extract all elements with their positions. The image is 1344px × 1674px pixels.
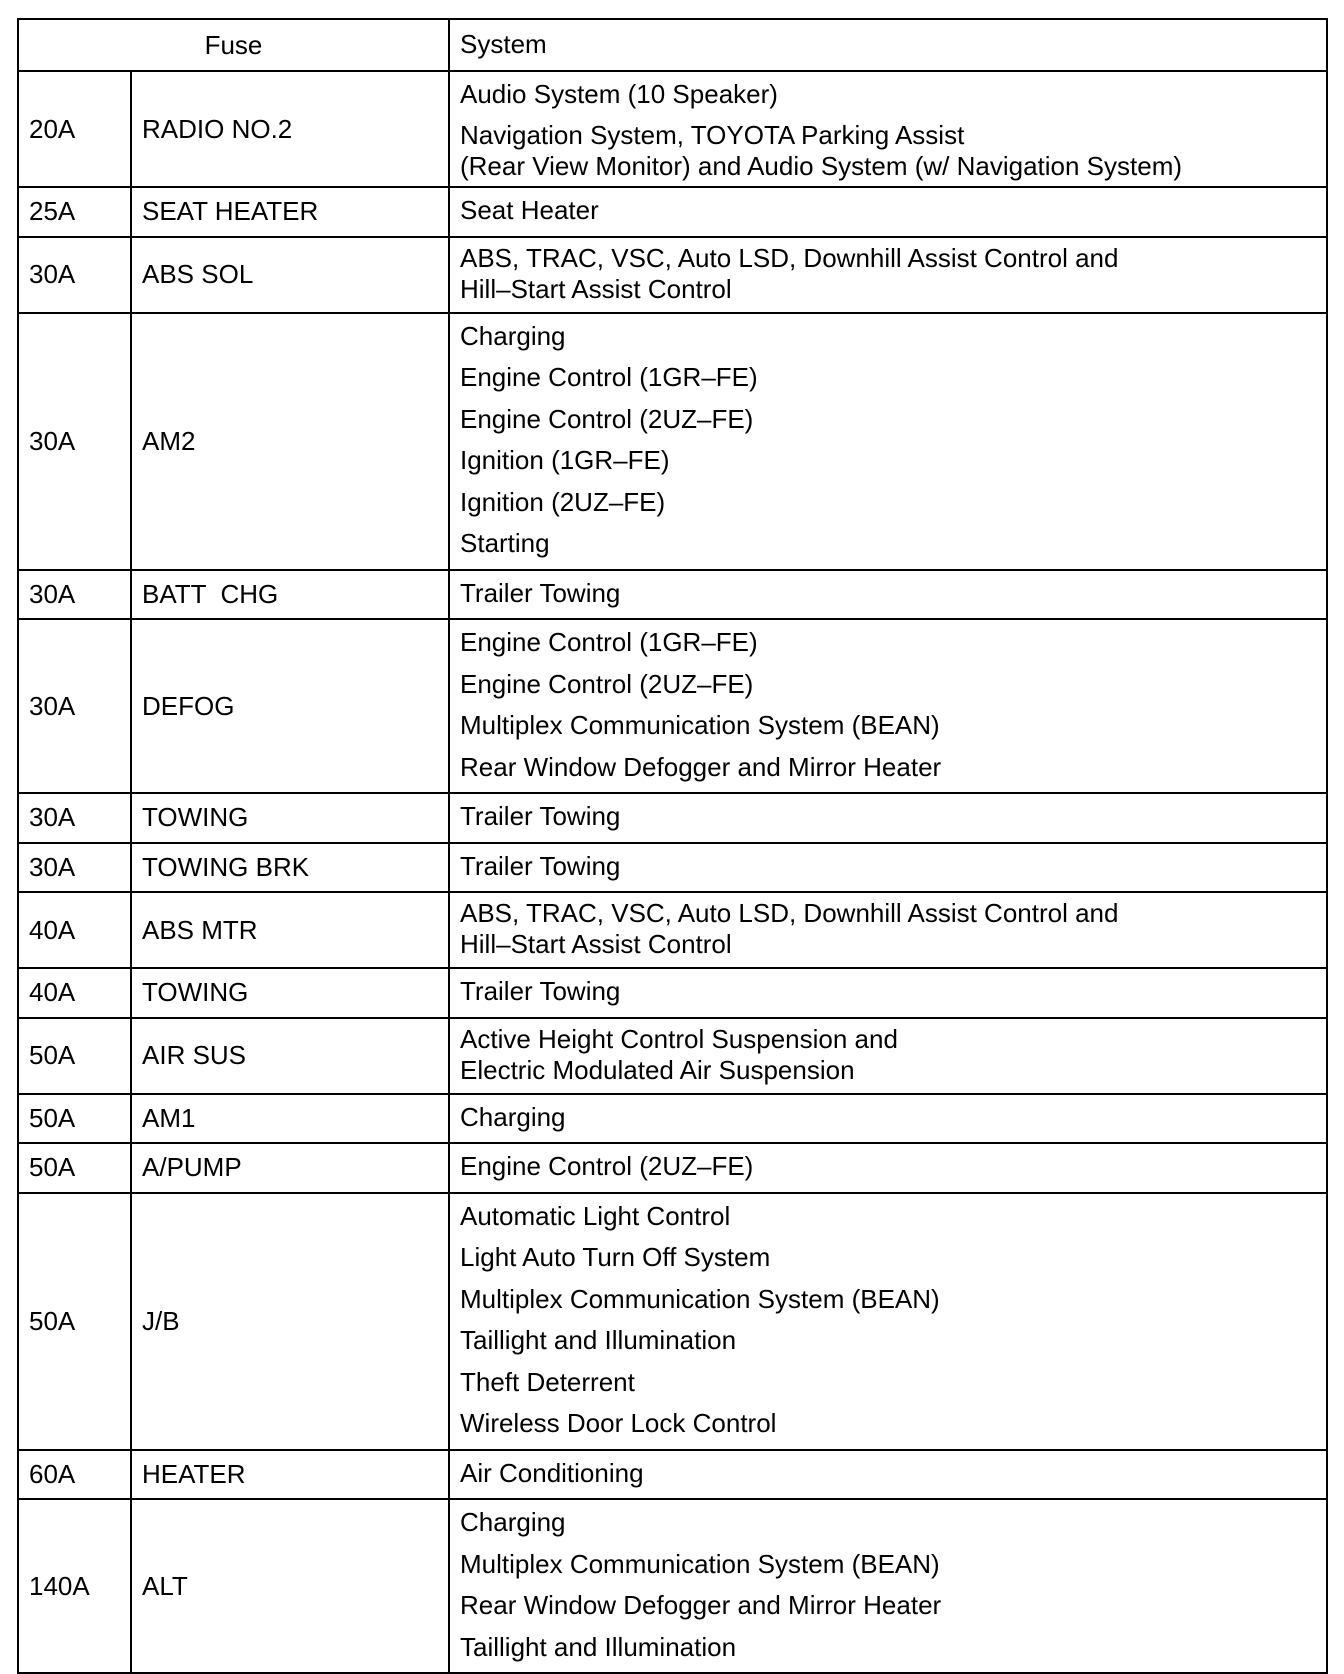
system-item: Wireless Door Lock Control bbox=[460, 1408, 777, 1438]
fuse-name: ALT bbox=[131, 1499, 449, 1673]
table-row bbox=[18, 1450, 1327, 1500]
system-cell bbox=[449, 313, 1327, 570]
header-fuse: Fuse bbox=[18, 19, 449, 71]
fuse-name: ABS MTR bbox=[131, 892, 449, 968]
fuse-name: SEAT HEATER bbox=[131, 187, 449, 237]
header-system: System bbox=[449, 19, 1327, 71]
fuse-name: DEFOG bbox=[131, 619, 449, 793]
fuse-amp: 30A bbox=[18, 237, 131, 313]
fuse-amp: 30A bbox=[18, 570, 131, 620]
system-item: Active Height Control Suspension and Electric Modulated Air Suspension bbox=[460, 1023, 898, 1085]
fuse-name: BATT CHG bbox=[131, 570, 449, 620]
system-item: Navigation System, TOYOTA Parking Assist (Rear View Monitor) and Audio System (w/ Navigation System) bbox=[460, 119, 1183, 181]
system-item: Trailer Towing bbox=[460, 850, 621, 881]
system-cell bbox=[449, 1094, 1327, 1144]
fuse-amp: 60A bbox=[18, 1450, 131, 1500]
system-cell bbox=[449, 71, 1327, 187]
system-item: Trailer Towing bbox=[460, 976, 621, 1006]
fuse-amp: 30A bbox=[18, 793, 131, 843]
table-row bbox=[18, 1094, 1327, 1144]
system-item: Engine Control (1GR–FE) bbox=[460, 362, 758, 392]
system-cell bbox=[449, 237, 1327, 313]
system-item: Starting bbox=[460, 528, 550, 558]
system-item: Engine Control (2UZ–FE) bbox=[460, 668, 754, 699]
fuse-name: TOWING bbox=[131, 793, 449, 843]
system-item: Light Auto Turn Off System bbox=[460, 1242, 771, 1272]
system-item: Rear Window Defogger and Mirror Heater bbox=[460, 1590, 942, 1620]
table-row bbox=[18, 237, 1327, 313]
fuse-amp: 50A bbox=[18, 1143, 131, 1193]
fuse-amp: 25A bbox=[18, 187, 131, 237]
system-cell bbox=[449, 1193, 1327, 1450]
system-cell bbox=[449, 1499, 1327, 1673]
table-row bbox=[18, 570, 1327, 620]
fuse-amp: 40A bbox=[18, 968, 131, 1018]
fuse-name: RADIO NO.2 bbox=[131, 71, 449, 187]
fuse-name: A/PUMP bbox=[131, 1143, 449, 1193]
table-row bbox=[18, 313, 1327, 570]
system-item: Charging bbox=[460, 1101, 566, 1132]
fuse-amp: 30A bbox=[18, 843, 131, 893]
table-row bbox=[18, 1143, 1327, 1193]
fuse-name: HEATER bbox=[131, 1450, 449, 1500]
table-row bbox=[18, 892, 1327, 968]
system-cell bbox=[449, 1450, 1327, 1500]
system-cell bbox=[449, 187, 1327, 237]
system-item: Charging bbox=[460, 1507, 566, 1537]
system-cell bbox=[449, 1018, 1327, 1094]
system-item: Ignition (2UZ–FE) bbox=[460, 486, 666, 517]
fuse-amp: 140A bbox=[18, 1499, 131, 1673]
system-item: Multiplex Communication System (BEAN) bbox=[460, 1283, 940, 1314]
system-item: Taillight and Illumination bbox=[460, 1325, 737, 1355]
fuse-amp: 20A bbox=[18, 71, 131, 187]
system-item: Automatic Light Control bbox=[460, 1200, 731, 1231]
table-row bbox=[18, 1499, 1327, 1673]
fuse-name: AM1 bbox=[131, 1094, 449, 1144]
system-item: Audio System (10 Speaker) bbox=[460, 79, 778, 110]
fuse-amp: 30A bbox=[18, 313, 131, 570]
fuse-amp: 40A bbox=[18, 892, 131, 968]
system-cell bbox=[449, 843, 1327, 893]
fuse-name: AIR SUS bbox=[131, 1018, 449, 1094]
system-item: Multiplex Communication System (BEAN) bbox=[460, 710, 940, 740]
fuse-amp: 50A bbox=[18, 1018, 131, 1094]
fuse-name: ABS SOL bbox=[131, 237, 449, 313]
system-cell bbox=[449, 570, 1327, 620]
fuse-name: J/B bbox=[131, 1193, 449, 1450]
system-cell bbox=[449, 892, 1327, 968]
fuse-table bbox=[17, 18, 1328, 1674]
system-item: Taillight and Illumination bbox=[460, 1631, 737, 1662]
system-cell bbox=[449, 619, 1327, 793]
fuse-amp: 30A bbox=[18, 619, 131, 793]
table-row bbox=[18, 71, 1327, 187]
table-row bbox=[18, 1018, 1327, 1094]
system-cell bbox=[449, 1143, 1327, 1193]
table-row bbox=[18, 187, 1327, 237]
system-item: ABS, TRAC, VSC, Auto LSD, Downhill Assist Control and Hill–Start Assist Control bbox=[460, 898, 1119, 959]
system-item: Engine Control (2UZ–FE) bbox=[460, 403, 754, 434]
fuse-name: AM2 bbox=[131, 313, 449, 570]
system-item: Engine Control (2UZ–FE) bbox=[460, 1151, 754, 1181]
fuse-name: TOWING bbox=[131, 968, 449, 1018]
system-item: Ignition (1GR–FE) bbox=[460, 445, 670, 475]
system-item: Seat Heater bbox=[460, 195, 599, 225]
system-item: Air Conditioning bbox=[460, 1457, 644, 1488]
system-item: Engine Control (1GR–FE) bbox=[460, 627, 758, 657]
system-cell bbox=[449, 793, 1327, 843]
table-row bbox=[18, 619, 1327, 793]
fuse-amp: 50A bbox=[18, 1094, 131, 1144]
system-item: ABS, TRAC, VSC, Auto LSD, Downhill Assist Control and Hill–Start Assist Control bbox=[460, 242, 1119, 304]
table-row bbox=[18, 1193, 1327, 1450]
table-row bbox=[18, 968, 1327, 1018]
system-item: Multiplex Communication System (BEAN) bbox=[460, 1548, 940, 1579]
system-item: Charging bbox=[460, 320, 566, 351]
table-row bbox=[18, 793, 1327, 843]
table-header-row bbox=[18, 19, 1327, 71]
system-item: Theft Deterrent bbox=[460, 1366, 635, 1397]
fuse-name: TOWING BRK bbox=[131, 843, 449, 893]
system-item: Rear Window Defogger and Mirror Heater bbox=[460, 751, 942, 782]
system-cell bbox=[449, 968, 1327, 1018]
system-item: Trailer Towing bbox=[460, 577, 621, 608]
table-row bbox=[18, 843, 1327, 893]
fuse-amp: 50A bbox=[18, 1193, 131, 1450]
system-item: Trailer Towing bbox=[460, 801, 621, 831]
